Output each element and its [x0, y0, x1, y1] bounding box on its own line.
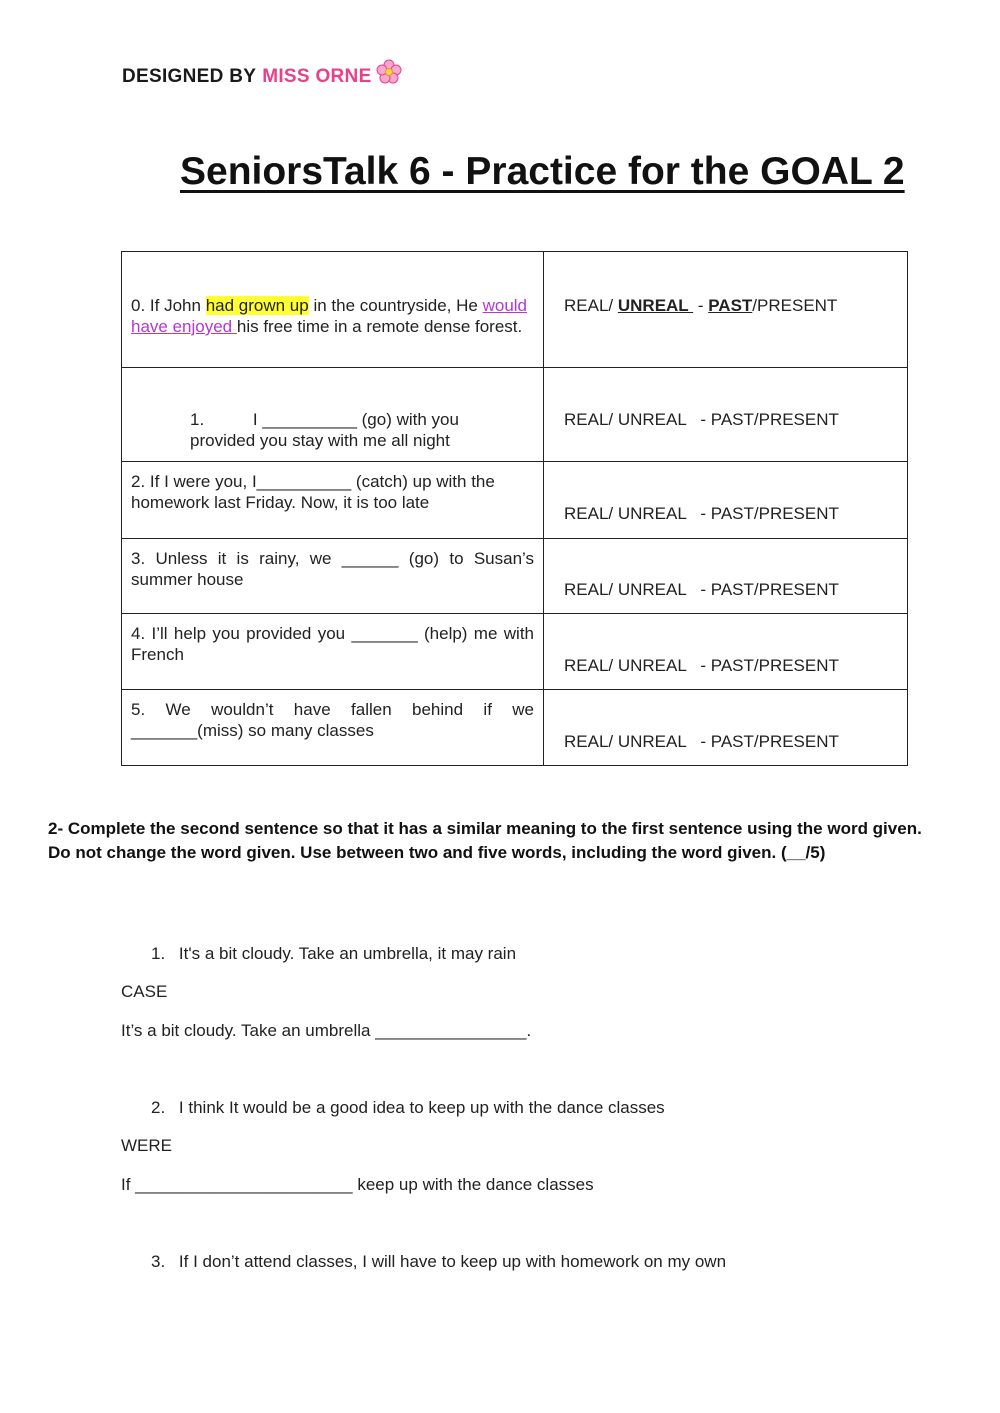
question-text: in the countryside, He: [308, 296, 483, 315]
exercise-table: [121, 251, 908, 766]
item-number: 3.: [151, 1252, 166, 1271]
question-text: his free time in a remote dense forest.: [236, 317, 523, 336]
item-1-answer: It’s a bit cloudy. Take an umbrella ________________.: [121, 1021, 532, 1040]
question-line: provided you stay with me all night: [190, 431, 450, 450]
options-cell-2: REAL/ UNREAL - PAST/PRESENT: [544, 462, 908, 539]
item-number: 2.: [151, 1098, 166, 1117]
section-2-heading: 2- Complete the second sentence so that it has a similar meaning to the first sentence using the word given. Do not change the word given. Use between two and five words, including the word given. (__/5): [48, 819, 922, 862]
option-real: REAL/: [564, 296, 618, 315]
item-2-answer: If _______________________ keep up with the dance classes: [121, 1175, 594, 1194]
options-cell-3: REAL/ UNREAL - PAST/PRESENT: [544, 539, 908, 614]
table-row: [122, 368, 908, 462]
question-number: 1.: [190, 410, 205, 429]
table-row: [122, 614, 908, 690]
option-past-selected: PAST: [708, 296, 753, 315]
item-3-sentence: [151, 1252, 726, 1272]
options-cell-5: REAL/ UNREAL - PAST/PRESENT: [544, 690, 908, 766]
brand-header: [122, 66, 402, 88]
question-cell-4: 4. I’ll help you provided you _______ (help) me with French: [122, 614, 544, 690]
option-unreal-selected: UNREAL: [617, 296, 694, 315]
item-1-keyword: CASE: [121, 982, 168, 1001]
item-text: If I don’t attend classes, I will have to keep up with homework on my own: [178, 1252, 727, 1271]
item-number: 1.: [151, 944, 166, 963]
pink-verb: would have enjoyed: [131, 296, 528, 336]
question-cell-3: 3. Unless it is rainy, we ______ (go) to Susan’s summer house: [122, 539, 544, 614]
question-cell-0: [122, 252, 544, 368]
option-separator: -: [693, 296, 709, 315]
item-2-sentence: [151, 1098, 665, 1118]
question-text: If John: [149, 296, 206, 315]
options-cell-1: REAL/ UNREAL - PAST/PRESENT: [544, 368, 908, 462]
brand-prefix: DESIGNED BY: [122, 66, 257, 87]
item-text: It's a bit cloudy. Take an umbrella, it may rain: [178, 944, 517, 963]
brand-name: MISS ORNE: [262, 66, 372, 87]
question-cell-5: 5. We wouldn’t have fallen behind if we _______(miss) so many classes: [122, 690, 544, 766]
item-2-keyword: WERE: [121, 1136, 172, 1155]
table-row: [122, 252, 908, 368]
item-text: I think It would be a good idea to keep up with the dance classes: [178, 1098, 665, 1117]
options-cell-0: [544, 252, 908, 368]
option-present: /PRESENT: [752, 296, 838, 315]
question-line: [190, 409, 534, 430]
question-number: 0.: [131, 296, 146, 315]
highlighted-verb: had grown up: [205, 296, 309, 315]
table-row: [122, 690, 908, 766]
question-cell-1: [122, 368, 544, 462]
table-row: [122, 539, 908, 614]
question-cell-2: 2. If I were you, I__________ (catch) up with the homework last Friday. Now, it is too late: [122, 462, 544, 539]
table-row: [122, 462, 908, 539]
question-text: I __________ (go) with you: [252, 410, 459, 429]
flower-icon: [376, 59, 402, 85]
page-title: SeniorsTalk 6 - Practice for the GOAL 2: [180, 150, 905, 193]
item-1-sentence: [151, 944, 516, 964]
options-cell-4: REAL/ UNREAL - PAST/PRESENT: [544, 614, 908, 690]
